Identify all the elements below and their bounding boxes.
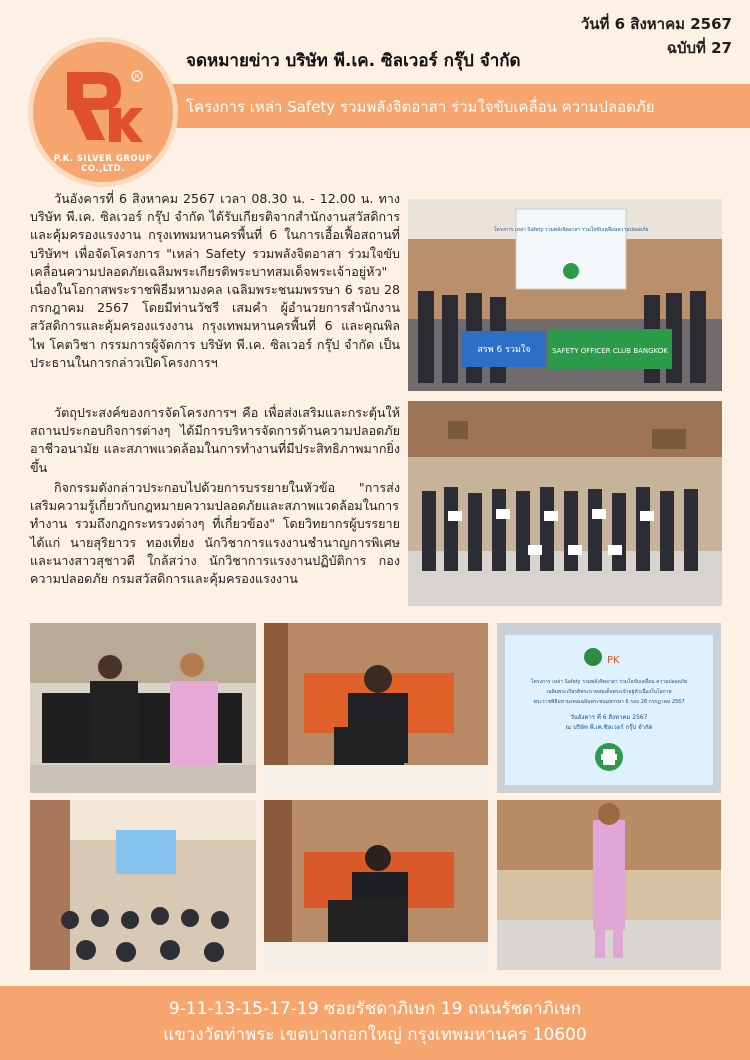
photo-presentation-screen <box>497 623 721 793</box>
banner-left-text: สรพ 6 รวมใจ <box>477 345 531 355</box>
screen-logo-text: PK <box>607 655 620 666</box>
screen-line-1: โครงการ เหล่า Safety รวมพลังจิตอาสา ร่วมใจขับเคลื่อน ความปลอดภัย <box>530 679 688 685</box>
banner-right-text: SAFETY OFFICER CLUB BANGKOK <box>552 347 668 355</box>
photo-speaker-female <box>264 800 488 970</box>
address-line-2: แขวงวัดท่าพระ เขตบางกอกใหญ่ กรุงเทพมหานคร 10600 <box>163 1025 587 1045</box>
screen-title-text: โครงการ เหล่า Safety รวมพลังจิตอาสา ร่วมใจขับเคลื่อนความปลอดภัย <box>493 227 649 233</box>
address-line-1: 9-11-13-15-17-19 ซอยรัชดาภิเษก 19 ถนนรัชดาภิเษก <box>168 999 582 1019</box>
issue-number: ฉบับที่ 27 <box>666 39 732 57</box>
pk-logo-icon <box>61 64 145 148</box>
screen-line-5: ณ บริษัท พี.เค.ซิลเวอร์ กรุ๊ป จำกัด <box>565 724 653 731</box>
photo-sofa-guests <box>30 623 256 793</box>
newsletter-title: จดหมายข่าว บริษัท พี.เค. ซิลเวอร์ กรุ๊ป จำกัด <box>186 51 521 71</box>
group-photo-certificates <box>408 401 722 606</box>
photo-speaker-male <box>264 623 488 793</box>
photo-presenter-pink <box>497 800 721 970</box>
company-logo <box>28 37 178 187</box>
paragraph-activity: กิจกรรมดังกล่าวประกอบไปด้วยการบรรยายในหัวข้อ "การส่งเสริมความรู้เกี่ยวกับกฎหมายความปลอดภัยและสภาพแวดล้อมในการทำงาน รวมถึงกฎกระทรวงต่างๆ ที่เกี่ยวข้อง" โดยวิทยากรผู้บรรยาย ได้แก่ นายสุริยาวร ทองเที่ยง นักวิชาการแรงงานชำนาญการพิเศษ และนางสาวสุชาวดี ใกล้สว่าง นักวิชาการแรงงานปฏิบัติการ กองความปลอดภัย กรมสวัสดิการและคุ้มครองแรงงาน <box>30 480 400 587</box>
screen-line-2: เฉลิมพระเกียรติพระบาทสมเด็จพระเจ้าอยู่หัวเนื่องในโอกาส <box>546 689 672 695</box>
logo-text: P.K. SILVER GROUP CO.,LTD. <box>53 154 153 174</box>
screen-line-3: พระราชพิธีมหามงคลเฉลิมพระชนมพรรษา 6 รอบ 28 กรกฎาคม 2567 <box>533 699 685 705</box>
project-title: โครงการ เหล่า Safety รวมพลังจิตอาสา ร่วมใจขับเคลื่อน ความปลอดภัย <box>186 98 655 116</box>
svg-text:R: R <box>134 73 140 81</box>
paragraph-intro: วันอังคารที่ 6 สิงหาคม 2567 เวลา 08.30 น. - 12.00 น. ทาง บริษัท พี.เค. ซิลเวอร์ กรุ๊ป จำกัด ได้รับเกียรติจากสำนักงานสวัสดิการและคุ้มครองแรงงาน กรุงเทพมหานครพื้นที่ 6 ในการเอื้อเฟื้อสถานที่บริษัทฯ เพื่อจัดโครงการ "เหล่า Safety รวมพลังจิตอาสา ร่วมใจขับเคลื่อนความปลอดภัยเฉลิมพระเกียรติพระบาทสมเด็จพระเจ้าอยู่หัว" เนื่องในโอกาสพระราชพิธีมหามงคล เฉลิมพระชนมพรรษา 6 รอบ 28 กรกฎาคม 2567 โดยมีท่านวัชรี เสมคำ ผู้อำนวยการสำนักงานสวัสดิการและคุ้มครองแรงงาน กรุงเทพมหานครพื้นที่ 6 และคุณพิลไพ โคตวิชา กรรมการผู้จัดการ บริษัท พี.เค. ซิลเวอร์ กรุ๊ป จำกัด เป็นประธานในการกล่าวเปิดโครงการฯ <box>30 191 400 370</box>
paragraph-objective: วัตถุประสงค์ของการจัดโครงการฯ คือ เพื่อส่งเสริมและกระตุ้นให้สถานประกอบกิจการต่างๆ ได้มีการบริหารจัดการด้านความปลอดภัย อาชีวอนามัย และสภาพแวดล้อมในการทำงานที่มีประสิทธิภาพมากยิ่งขึ้น <box>30 405 400 475</box>
photo-audience <box>30 800 256 970</box>
issue-date: วันที่ 6 สิงหาคม 2567 <box>580 15 732 33</box>
group-photo-banners <box>408 199 722 391</box>
screen-line-4: วันอังคาร ที่ 6 สิงหาคม 2567 <box>570 714 648 721</box>
